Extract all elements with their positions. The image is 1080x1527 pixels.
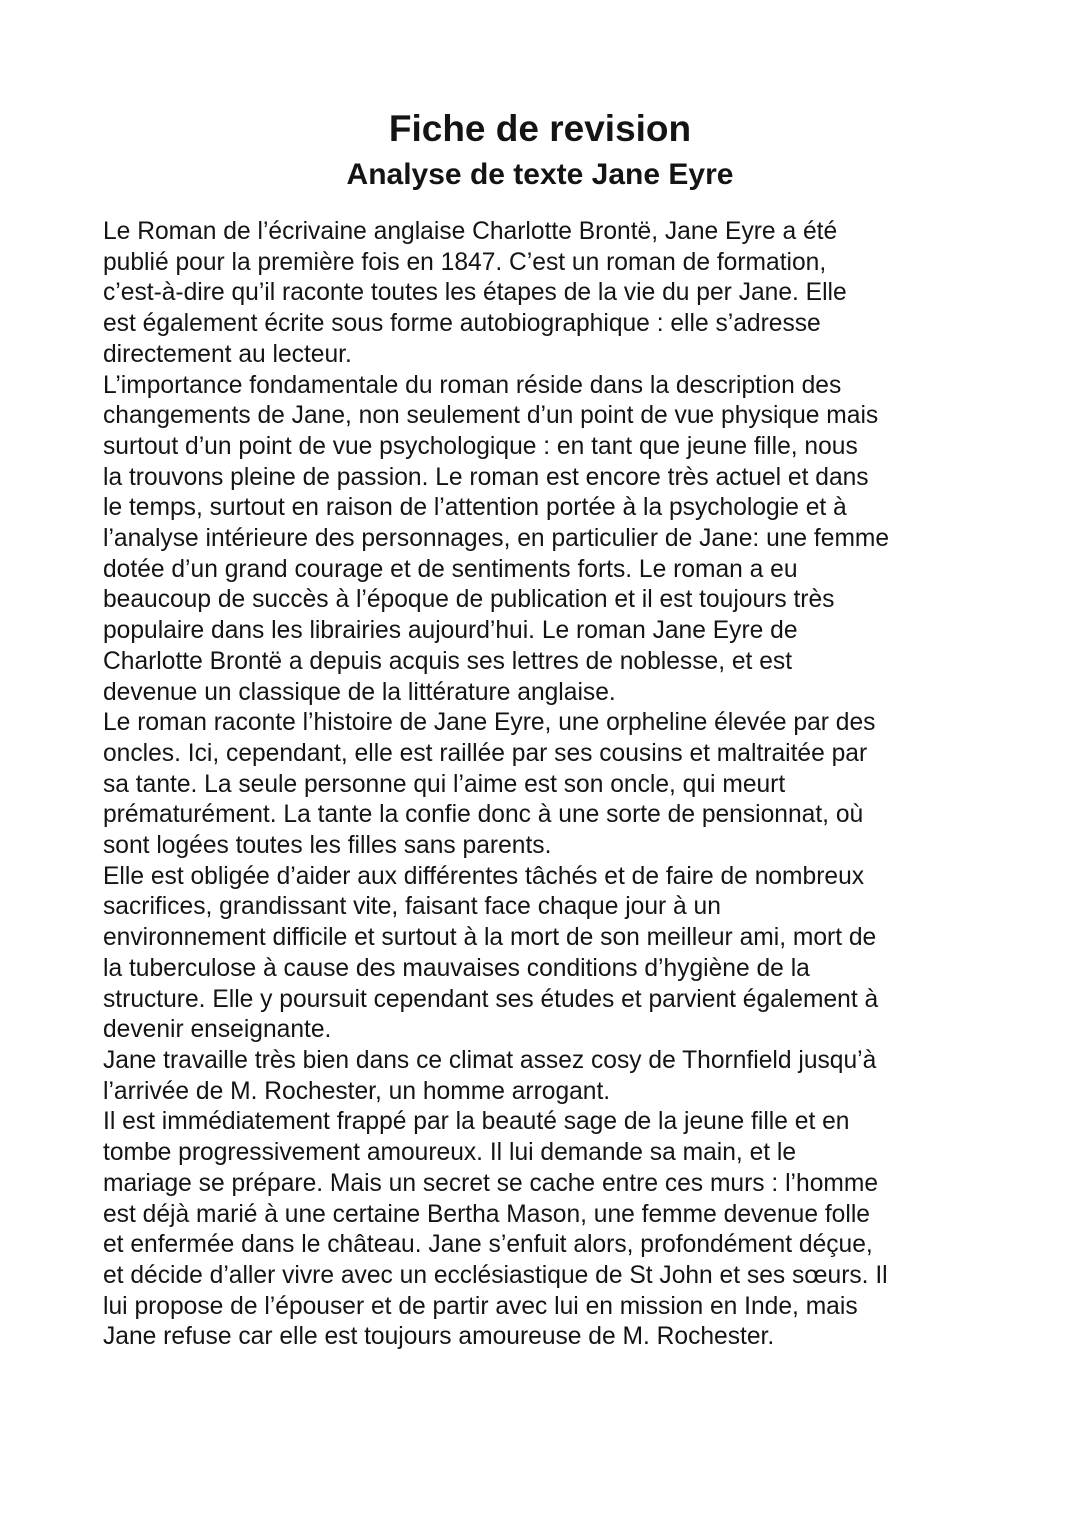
text-line: la tuberculose à cause des mauvaises conditions d’hygiène de la xyxy=(103,954,810,982)
text-line: populaire dans les librairies aujourd’hui. Le roman Jane Eyre de xyxy=(103,617,798,645)
text-line: publié pour la première fois en 1847. C’est un roman de formation, xyxy=(103,248,827,276)
page-title: Fiche de revision xyxy=(388,108,692,149)
text-line: structure. Elle y poursuit cependant ses études et parvient également à xyxy=(103,985,879,1013)
text-line: et enfermée dans le château. Jane s’enfuit alors, profondément déçue, xyxy=(103,1231,873,1259)
text-line: la trouvons pleine de passion. Le roman est encore très actuel et dans xyxy=(103,463,869,491)
text-line: Jane travaille très bien dans ce climat assez cosy de Thornfield jusqu’à xyxy=(103,1046,877,1074)
text-line: devenir enseignante. xyxy=(103,1016,332,1044)
text-line: prématurément. La tante la confie donc à une sorte de pensionnat, où xyxy=(103,801,864,829)
body-text xyxy=(103,217,993,1353)
text-line: oncles. Ici, cependant, elle est raillée par ses cousins et maltraitée par xyxy=(103,739,868,767)
page-subtitle: Analyse de texte Jane Eyre xyxy=(346,158,734,191)
text-line: Le roman raconte l’histoire de Jane Eyre, une orpheline élevée par des xyxy=(103,709,876,737)
text-line: est également écrite sous forme autobiographique : elle s’adresse xyxy=(103,310,821,338)
text-line: directement au lecteur. xyxy=(103,340,352,368)
text-line: lui propose de l’épouser et de partir avec lui en mission en Inde, mais xyxy=(103,1292,858,1320)
text-line: et décide d’aller vivre avec un ecclésiastique de St John et ses sœurs. Il xyxy=(103,1261,888,1289)
text-line: Charlotte Brontë a depuis acquis ses lettres de noblesse, et est xyxy=(103,647,793,675)
text-line: tombe progressivement amoureux. Il lui demande sa main, et le xyxy=(103,1139,797,1167)
text-line: Le Roman de l’écrivaine anglaise Charlotte Brontë, Jane Eyre a été xyxy=(103,218,838,245)
text-line: L’importance fondamentale du roman réside dans la description des xyxy=(103,371,842,399)
text-line: le temps, surtout en raison de l’attention portée à la psychologie et à xyxy=(103,494,847,522)
text-line: dotée d’un grand courage et de sentiments forts. Le roman a eu xyxy=(103,555,798,583)
text-line: c’est-à-dire qu’il raconte toutes les étapes de la vie du per Jane. Elle xyxy=(103,279,847,307)
text-line: Jane refuse car elle est toujours amoureuse de M. Rochester. xyxy=(103,1323,775,1351)
text-line: changements de Jane, non seulement d’un point de vue physique mais xyxy=(103,402,879,430)
text-line: Elle est obligée d’aider aux différentes tâchés et de faire de nombreux xyxy=(103,862,865,890)
text-line: environnement difficile et surtout à la mort de son meilleur ami, mort de xyxy=(103,924,877,952)
text-line: Il est immédiatement frappé par la beauté sage de la jeune fille et en xyxy=(103,1108,850,1136)
text-line: l’analyse intérieure des personnages, en particulier de Jane: une femme xyxy=(103,525,890,553)
text-line: beaucoup de succès à l’époque de publication et il est toujours très xyxy=(103,586,835,614)
text-line: surtout d’un point de vue psychologique : en tant que jeune fille, nous xyxy=(103,432,858,460)
text-line: est déjà marié à une certaine Bertha Mason, une femme devenue folle xyxy=(103,1200,870,1228)
text-line: sa tante. La seule personne qui l’aime est son oncle, qui meurt xyxy=(103,770,786,798)
text-line: l’arrivée de M. Rochester, un homme arrogant. xyxy=(103,1077,611,1105)
text-line: mariage se prépare. Mais un secret se cache entre ces murs : l’homme xyxy=(103,1169,879,1197)
text-line: sacrifices, grandissant vite, faisant face chaque jour à un xyxy=(103,893,721,921)
text-line: sont logées toutes les filles sans parents. xyxy=(103,832,552,860)
text-line: devenue un classique de la littérature anglaise. xyxy=(103,678,616,706)
